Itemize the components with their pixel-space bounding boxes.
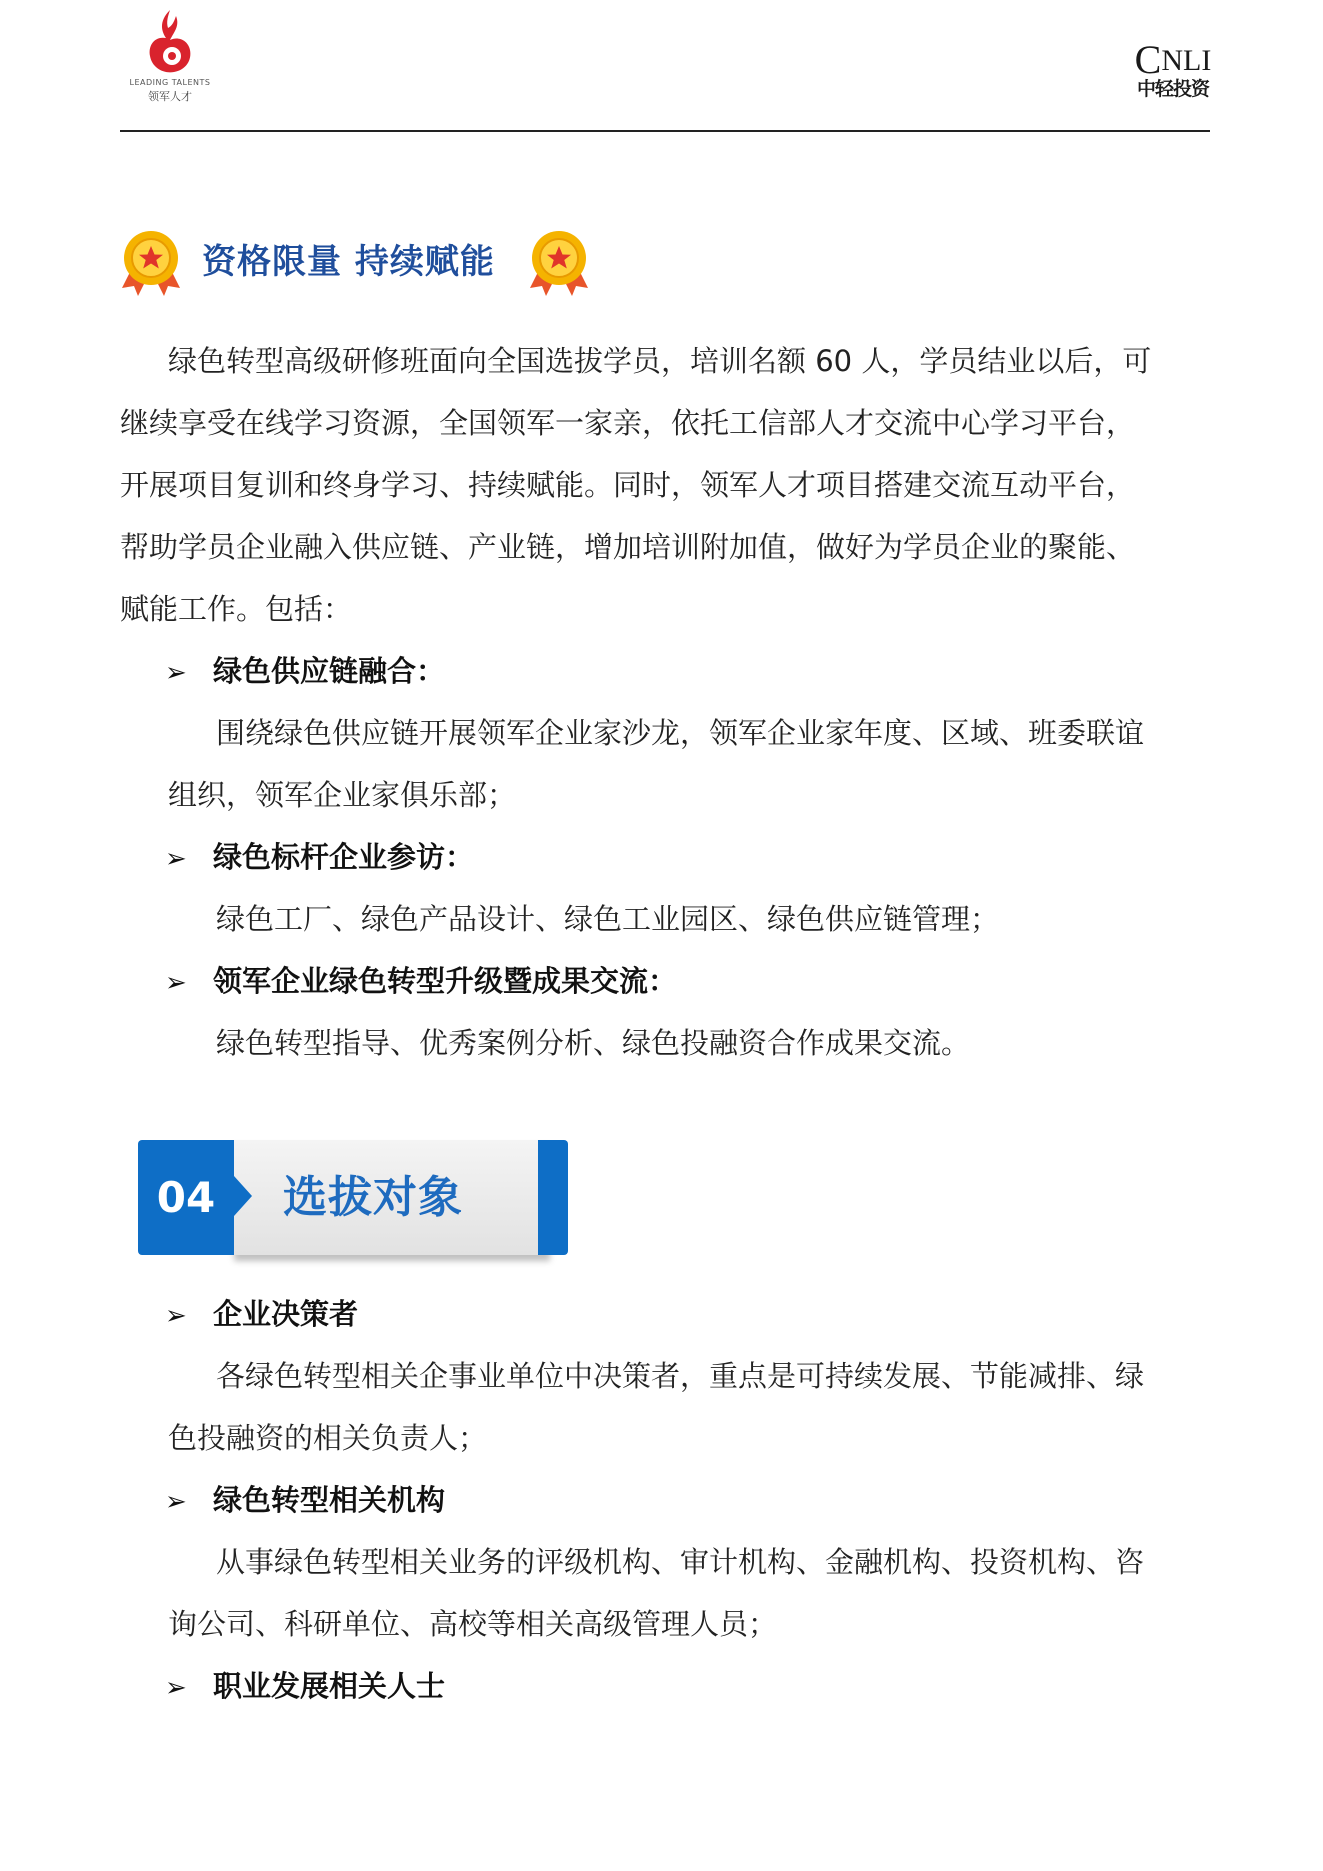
bullet-heading: ➢ 职业发展相关人士 [165,1655,445,1719]
arrow-bullet-icon: ➢ [165,1301,187,1331]
bullet-body: 各绿色转型相关企事业单位中决策者，重点是可持续发展、节能减排、绿 色投融资的相关负责人； [168,1359,1145,1455]
medal-icon [120,228,182,298]
arrow-bullet-icon: ➢ [165,968,187,998]
bullet-body: 绿色转型指导、优秀案例分析、绿色投融资合作成果交流。 [216,1026,971,1060]
bullet-body: 围绕绿色供应链开展领军企业家沙龙，领军企业家年度、区域、班委联谊 组织，领军企业家俱乐部； [168,716,1145,812]
bullet-body: 绿色工厂、绿色产品设计、绿色工业园区、绿色供应链管理； [216,902,1000,936]
page-header [0,0,1323,140]
cnli-mark: CNLI [1134,37,1212,82]
bullet-body: 从事绿色转型相关业务的评级机构、审计机构、金融机构、投资机构、咨 询公司、科研单位、高校等相关高级管理人员； [168,1545,1145,1641]
logo-chinese-text: 领军人才 [148,90,192,103]
medal-icon [528,228,590,298]
section-badge-04 [138,1140,568,1255]
arrow-bullet-icon: ➢ [165,1673,187,1703]
section-title-qualification [120,228,620,300]
arrow-bullet-icon: ➢ [165,1487,187,1517]
arrow-notch-icon [234,1176,252,1216]
arrow-bullet-icon: ➢ [165,658,187,688]
cnli-logo [1128,37,1218,124]
bullet-heading: ➢ 企业决策者 [165,1283,358,1347]
intro-paragraph: 绿色转型高级研修班面向全国选拔学员，培训名额 60 人，学员结业以后，可 继续享受在线学习资源，全国领军一家亲，依托工信部人才交流中心学习平台， 开展项目复训和终身学习、持续赋能。同时，领军人才项目搭建交流互动平台， 帮助学员企业融入供应链、产业链，增加培训附加值，做好为学员企业的聚能、 赋能工作。包括： [120,344,1152,626]
bullet-heading: ➢ 绿色转型相关机构 [165,1469,445,1533]
logo-english-text: LEADING TALENTS [129,78,211,87]
section-heading: 选拔对象 [283,1172,463,1223]
bullet-heading: ➢ 绿色标杆企业参访： [165,826,474,890]
section-heading: 资格限量 持续赋能 [202,242,495,282]
leading-talents-logo [120,6,220,121]
arrow-bullet-icon: ➢ [165,844,187,874]
flame-six-logo-icon [140,6,200,78]
section-number: 04 [156,1173,216,1222]
bullet-heading: ➢ 领军企业绿色转型升级暨成果交流： [165,950,677,1014]
header-divider [120,130,1210,132]
bullet-heading: ➢ 绿色供应链融合： [165,640,445,704]
cnli-chinese-text: 中轻投资 [1136,78,1209,100]
